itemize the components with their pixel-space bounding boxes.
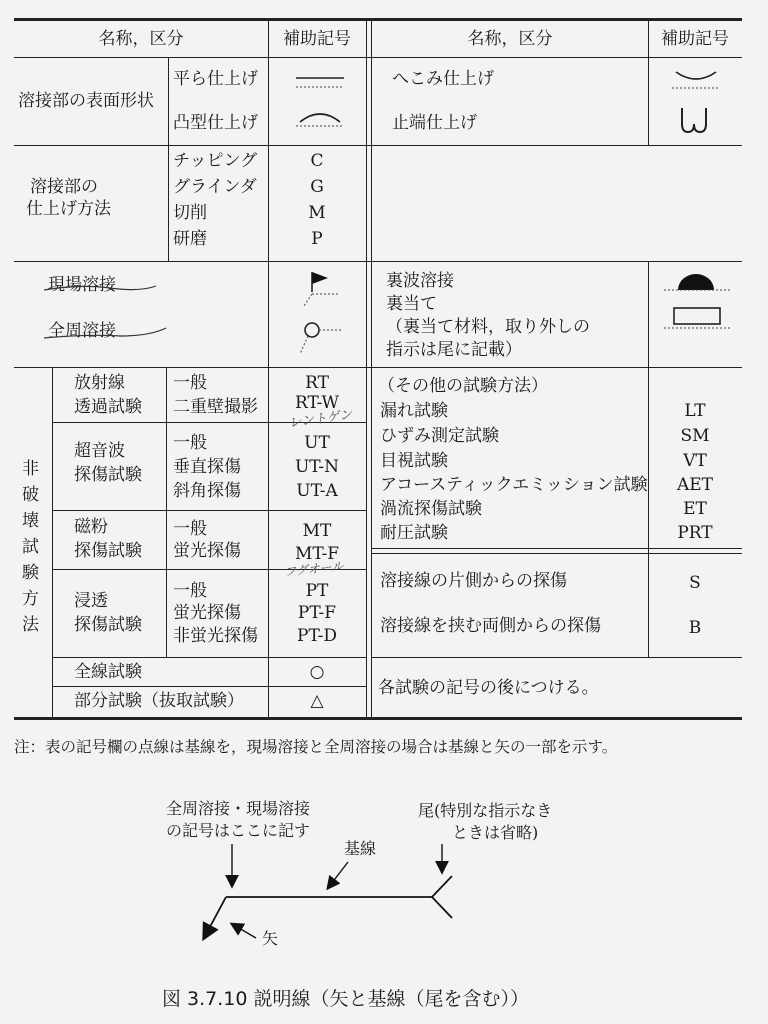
finish-item-sym: C — [310, 151, 324, 171]
rule-finish-bottom — [14, 261, 742, 262]
diagram-label-baseline: 基線 — [344, 839, 377, 858]
ndt-partial-sym: △ — [310, 691, 324, 711]
flat-finish-symbol — [292, 70, 348, 94]
surface-inner-line — [168, 57, 169, 145]
other-test-sym: PRT — [677, 523, 713, 543]
backing-line2: （裏当て材料，取り外しの — [386, 317, 590, 337]
ndt-group-name: 放射線 — [74, 373, 125, 393]
other-test-name: 目視試験 — [380, 451, 448, 471]
ndt-sym: PT-D — [297, 626, 337, 646]
other-test-name: 渦流探傷試験 — [380, 499, 482, 519]
ndt-group-name: 探傷試験 — [74, 541, 142, 561]
diagram-label-symbols-line1: 全周溶接・現場溶接 — [166, 799, 311, 818]
ndt-sym: RT-W — [295, 393, 339, 413]
table-top-rule — [14, 18, 742, 21]
handwritten-note-roentgen: レントゲン — [287, 407, 354, 432]
ndt-vertical-char: 壊 — [22, 511, 39, 531]
ndt-sub: 二重壁撮影 — [173, 397, 258, 417]
site-weld-strikethrough — [40, 278, 160, 298]
one-side-sym: S — [689, 573, 701, 593]
right-double-rule-a — [372, 548, 742, 549]
ndt-rule-2 — [52, 510, 367, 511]
finish-item-sym: P — [311, 229, 323, 249]
ndt-group-name: 超音波 — [74, 441, 125, 461]
ndt-sym: MT — [302, 521, 332, 541]
ndt-sub: 一般 — [173, 433, 207, 453]
other-test-sym: LT — [684, 401, 706, 421]
ndt-vertical-char: 法 — [22, 615, 39, 635]
both-side-label: 溶接線を挟む両側からの探傷 — [380, 616, 601, 636]
ndt-sub: 一般 — [173, 373, 207, 393]
surface-toe-label: 止端仕上げ — [392, 113, 477, 133]
other-test-name: 漏れ試験 — [380, 401, 448, 421]
other-test-sym: AET — [676, 475, 714, 495]
ndt-rule-5 — [52, 686, 367, 687]
ndt-rule-4 — [52, 657, 367, 658]
ndt-sub-col-line — [166, 367, 167, 657]
ndt-sub: 非蛍光探傷 — [173, 626, 258, 646]
all-around-strikethrough — [40, 324, 170, 344]
ndt-sub: 蛍光探傷 — [173, 541, 241, 561]
other-test-name: アコースティックエミッション試験 — [380, 475, 648, 495]
ndt-sub: 垂直探傷 — [173, 457, 241, 477]
all-around-circle-symbol — [296, 314, 346, 358]
header-left-name: 名称，区分 — [98, 29, 184, 49]
toe-finish-symbol — [674, 100, 714, 136]
other-test-name: ひずみ測定試験 — [380, 426, 499, 446]
diagram-label-arrow: 矢 — [262, 929, 279, 948]
attach-note: 各試験の記号の後につける。 — [378, 678, 599, 698]
finish-item-name: 研磨 — [173, 229, 207, 249]
table-bottom-rule — [14, 717, 742, 720]
ndt-sub: 蛍光探傷 — [173, 603, 241, 623]
concave-finish-symbol — [668, 64, 724, 92]
other-test-sym: ET — [683, 499, 707, 519]
backing-weld-symbol — [660, 270, 736, 296]
right-double-rule-b — [372, 553, 742, 554]
ndt-sym: PT — [305, 581, 329, 601]
surface-flat-label: 平ら仕上げ — [173, 69, 258, 89]
ndt-vertical-char: 方 — [22, 589, 39, 609]
rule-surface-bottom — [14, 145, 742, 146]
ndt-sub: 一般 — [173, 519, 207, 539]
finish-item-sym: G — [310, 177, 324, 197]
ndt-sym: UT-A — [296, 481, 338, 501]
one-side-label: 溶接線の片側からの探傷 — [380, 571, 567, 591]
finish-item-name: グラインダ — [173, 177, 257, 197]
all-around-label: 全周溶接 — [48, 321, 116, 341]
backing-line3: 指示は尾に記載） — [386, 340, 522, 360]
diagram-label-tail-line1: 尾(特別な指示なき — [418, 801, 553, 820]
finish-group-line2: 仕上げ方法 — [26, 199, 111, 219]
surface-concave-label: へこみ仕上げ — [392, 69, 494, 89]
ndt-vertical-char: 非 — [22, 459, 39, 479]
finish-item-name: チッピング — [173, 151, 258, 171]
finish-item-name: 切削 — [173, 203, 207, 223]
other-test-name: 耐圧試験 — [380, 523, 448, 543]
ndt-vertical-char: 験 — [22, 563, 39, 583]
ndt-sym: MT-F — [294, 544, 340, 564]
other-tests-title: （その他の試験方法） — [378, 376, 548, 396]
ndt-group-name: 磁粉 — [74, 517, 108, 537]
finish-item-sym: M — [308, 203, 326, 223]
ndt-group-name: 探傷試験 — [74, 615, 142, 635]
ndt-sym: UT — [304, 433, 330, 453]
both-side-sym: B — [688, 618, 702, 638]
ndt-group-name: 浸透 — [74, 591, 108, 611]
table-note: 注：表の記号欄の点線は基線を，現場溶接と全周溶接の場合は基線と矢の一部を示す。 — [14, 738, 618, 756]
other-test-sym: VT — [683, 451, 707, 471]
ndt-label-col-line — [52, 367, 53, 717]
diagram-label-tail-line2: ときは省略) — [452, 823, 539, 842]
backing-strip-symbol — [660, 302, 736, 332]
backing-weld-label: 裏波溶接 — [386, 271, 454, 291]
header-bottom-rule — [14, 57, 742, 58]
surface-group-label: 溶接部の表面形状 — [18, 91, 154, 111]
surface-convex-label: 凸型仕上げ — [173, 113, 258, 133]
rule-field-bottom — [14, 367, 742, 368]
ndt-sub: 一般 — [173, 581, 207, 601]
ndt-group-name: 透過試験 — [74, 397, 142, 417]
header-right-sym: 補助記号 — [661, 29, 729, 49]
ndt-sym: PT-F — [297, 603, 337, 623]
ndt-sym: RT — [305, 373, 329, 393]
other-test-sym: SM — [680, 426, 710, 446]
right-rule-attach — [372, 657, 742, 658]
ndt-sym: UT-N — [294, 457, 340, 477]
leader-line-diagram — [180, 840, 480, 950]
handwritten-note-fluor: フグオール — [283, 558, 345, 580]
header-right-name: 名称，区分 — [467, 29, 553, 49]
finish-inner-line — [168, 145, 169, 261]
finish-group-line1: 溶接部の — [30, 177, 98, 197]
diagram-label-symbols-line2: の記号はここに記す — [166, 821, 311, 840]
site-weld-label: 現場溶接 — [48, 275, 116, 295]
site-weld-flag-symbol — [298, 268, 344, 308]
convex-finish-symbol — [292, 104, 348, 130]
figure-caption: 図 3.7.10 説明線（矢と基線（尾を含む）） — [162, 988, 530, 1010]
ndt-full-label: 全線試験 — [74, 662, 142, 682]
ndt-full-sym: ○ — [309, 662, 325, 682]
header-left-sym: 補助記号 — [283, 29, 351, 49]
ndt-partial-label: 部分試験（抜取試験） — [74, 691, 244, 711]
backing-line1: 裏当て — [386, 294, 437, 314]
ndt-vertical-char: 破 — [22, 485, 39, 505]
ndt-sub: 斜角探傷 — [173, 481, 241, 501]
ndt-group-name: 探傷試験 — [74, 465, 142, 485]
ndt-vertical-char: 試 — [22, 537, 39, 557]
